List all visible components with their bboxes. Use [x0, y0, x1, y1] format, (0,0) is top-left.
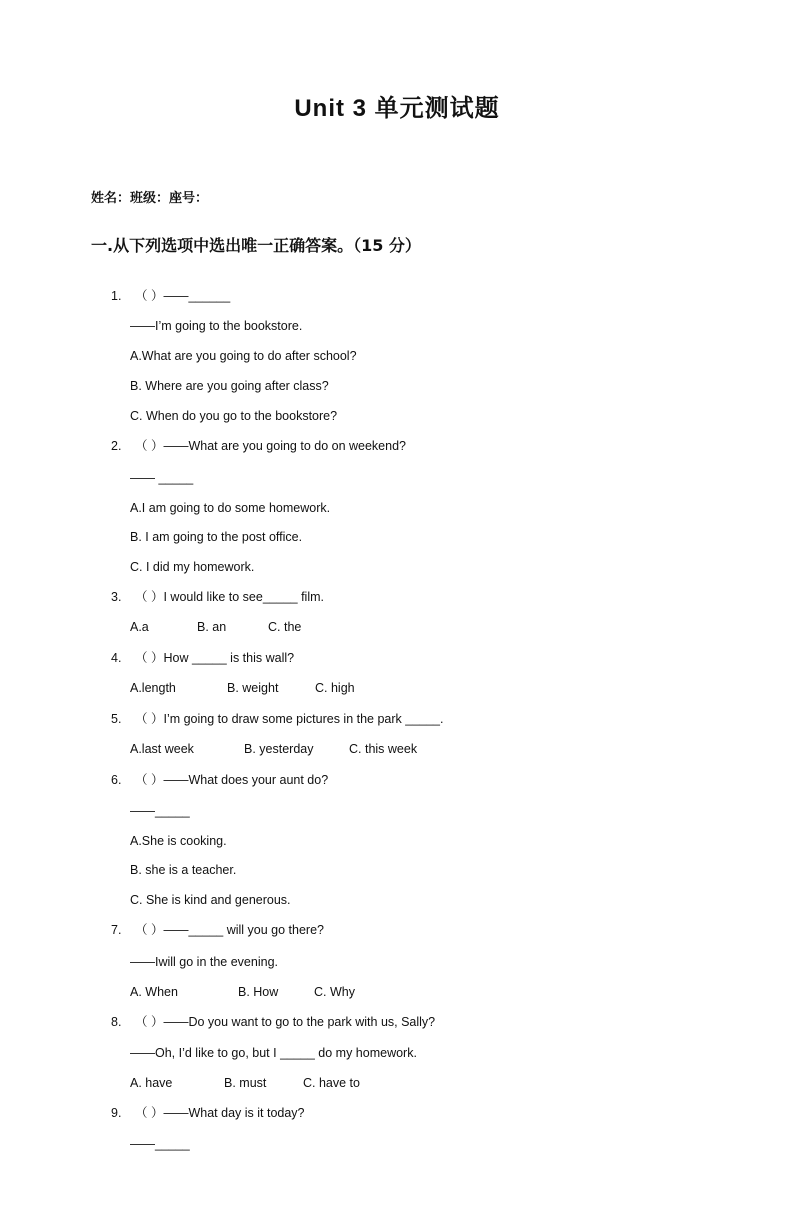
- option-line: B. she is a teacher.: [130, 863, 237, 877]
- option-c: C. high: [315, 681, 355, 695]
- question-number: 3.: [111, 590, 122, 604]
- question-stem: （ ）——What are you going to do on weekend?: [135, 439, 406, 453]
- option-line: A.I am going to do some homework.: [130, 501, 331, 515]
- answer-line: ——Oh, I’d like to go, but I _____ do my homework.: [130, 1046, 417, 1060]
- option-c: C. have to: [303, 1076, 360, 1090]
- question-stem: （ ）I would like to see_____ film.: [135, 590, 324, 604]
- option-line: C. I did my homework.: [130, 560, 255, 574]
- option-line: B. I am going to the post office.: [130, 530, 303, 544]
- option-b: B. an: [197, 620, 227, 634]
- page-title: Unit 3 单元测试题: [294, 95, 500, 122]
- option-c: C. the: [268, 620, 302, 634]
- question-number: 7.: [111, 923, 122, 937]
- option-b: B. How: [238, 985, 279, 999]
- option-a: A. have: [130, 1076, 173, 1090]
- question-number: 1.: [111, 289, 122, 303]
- answer-line: ——_____: [130, 1137, 190, 1151]
- question-stem: （ ）——_____ will you go there?: [135, 923, 324, 937]
- answer-line: ——_____: [130, 804, 190, 818]
- option-a: A. When: [130, 985, 178, 999]
- answer-line: ——I’m going to the bookstore.: [130, 319, 303, 333]
- student-info-line: 姓名：班级：座号：: [91, 191, 209, 206]
- option-line: A.What are you going to do after school?: [130, 349, 357, 363]
- question-number: 6.: [111, 773, 122, 787]
- option-line: A.She is cooking.: [130, 834, 227, 848]
- option-b: B. yesterday: [244, 742, 314, 756]
- question-number: 8.: [111, 1015, 122, 1029]
- question-stem: （ ）——What day is it today?: [135, 1106, 305, 1120]
- option-line: B. Where are you going after class?: [130, 379, 329, 393]
- option-c: C. Why: [314, 985, 355, 999]
- question-stem: （ ）I’m going to draw some pictures in the park _____.: [135, 712, 444, 726]
- option-c: C. this week: [349, 742, 418, 756]
- option-a: A.a: [130, 620, 149, 634]
- answer-line: —— _____: [130, 471, 194, 485]
- option-b: B. weight: [227, 681, 279, 695]
- option-b: B. must: [224, 1076, 267, 1090]
- question-number: 9.: [111, 1106, 122, 1120]
- question-stem: （ ）——What does your aunt do?: [135, 773, 329, 787]
- option-line: C. She is kind and generous.: [130, 893, 291, 907]
- question-number: 5.: [111, 712, 122, 726]
- question-number: 4.: [111, 651, 122, 665]
- option-line: C. When do you go to the bookstore?: [130, 409, 338, 423]
- answer-line: ——Iwill go in the evening.: [130, 955, 278, 969]
- option-a: A.last week: [130, 742, 194, 756]
- option-a: A.length: [130, 681, 176, 695]
- question-number: 2.: [111, 439, 122, 453]
- section-heading: 一.从下列选项中选出唯一正确答案。（15 分）: [91, 236, 421, 255]
- question-stem: （ ）How _____ is this wall?: [135, 651, 295, 665]
- question-stem: （ ）——______: [135, 289, 231, 303]
- question-stem: （ ）——Do you want to go to the park with us, Sally?: [135, 1015, 436, 1029]
